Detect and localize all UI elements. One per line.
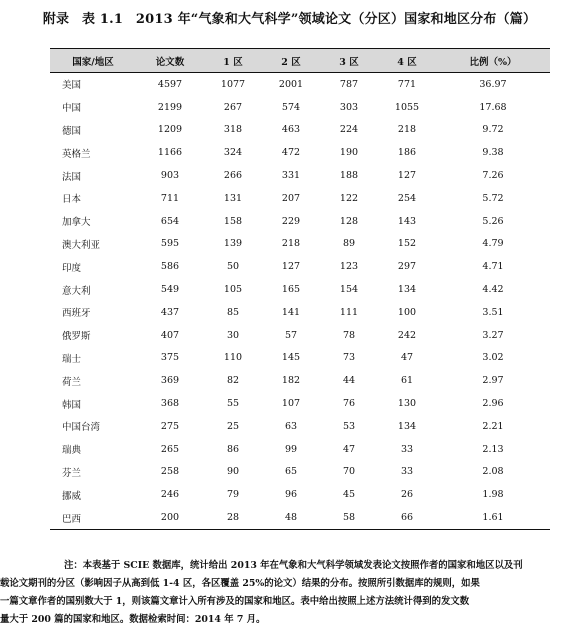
value-cell: 266 xyxy=(223,170,243,182)
value-cell: 787 xyxy=(339,78,359,90)
value-cell: 265 xyxy=(160,443,180,455)
value-cell: 369 xyxy=(160,375,180,387)
value-cell: 407 xyxy=(160,329,180,341)
table-number: 表 1.1 xyxy=(81,12,124,27)
value-cell: 258 xyxy=(160,466,180,478)
table-row xyxy=(50,415,550,438)
value-cell: 1209 xyxy=(157,124,183,136)
value-cell: 2.08 xyxy=(482,466,504,478)
value-cell: 45 xyxy=(342,489,356,501)
appendix-label: 附录 xyxy=(42,12,70,27)
table-row xyxy=(50,278,550,301)
table-row xyxy=(50,73,550,96)
table-row xyxy=(50,141,550,164)
value-cell: 82 xyxy=(226,375,240,387)
table-row xyxy=(50,301,550,324)
value-cell: 123 xyxy=(339,261,359,273)
value-cell: 110 xyxy=(223,352,243,364)
value-cell: 66 xyxy=(378,506,436,529)
value-cell: 134 xyxy=(397,284,417,296)
table-note xyxy=(0,557,574,629)
value-cell: 122 xyxy=(339,192,359,204)
value-cell: 595 xyxy=(160,238,180,250)
value-cell: 1077 xyxy=(220,78,246,90)
value-cell: 7.26 xyxy=(482,170,504,182)
value-cell: 2.97 xyxy=(482,375,504,387)
value-cell: 44 xyxy=(342,375,356,387)
value-cell: 33 xyxy=(400,443,414,455)
value-cell: 50 xyxy=(226,261,240,273)
value-cell: 3.27 xyxy=(482,329,504,341)
column-header: 国家/地区 xyxy=(50,49,136,73)
value-cell: 73 xyxy=(342,352,356,364)
value-cell: 30 xyxy=(226,329,240,341)
value-cell: 4.42 xyxy=(482,284,504,296)
note-line: 载论文期刊的分区（影响因子从高到低 1-4 区，各区覆盖 25%的论文）结果的分布。按照所引数据库的规则，如果 xyxy=(0,578,480,589)
value-cell: 33 xyxy=(400,466,414,478)
column-header: 2 区 xyxy=(262,49,320,73)
value-cell: 186 xyxy=(397,147,417,159)
value-cell: 86 xyxy=(226,443,240,455)
value-cell: 55 xyxy=(226,398,240,410)
value-cell: 2.21 xyxy=(482,420,504,432)
table-row xyxy=(50,164,550,187)
table-row xyxy=(50,461,550,484)
value-cell: 2001 xyxy=(278,78,304,90)
value-cell: 58 xyxy=(320,506,378,529)
value-cell: 207 xyxy=(281,192,301,204)
value-cell: 368 xyxy=(160,398,180,410)
value-cell: 2.96 xyxy=(482,398,504,410)
region-cell: 西班牙 xyxy=(62,308,91,320)
value-cell: 586 xyxy=(160,261,180,273)
table-row xyxy=(50,187,550,210)
value-cell: 218 xyxy=(397,124,417,136)
value-cell: 9.38 xyxy=(482,147,504,159)
value-cell: 85 xyxy=(226,306,240,318)
region-cell: 澳大利亚 xyxy=(62,239,101,251)
value-cell: 190 xyxy=(339,147,359,159)
column-header: 4 区 xyxy=(378,49,436,73)
value-cell: 165 xyxy=(281,284,301,296)
value-cell: 61 xyxy=(400,375,414,387)
note-line: 注：本表基于 SCIE 数据库，统计给出 2013 年在气象和大气科学领域发表论文按照作者的国家和地区以及刊 xyxy=(64,560,523,571)
value-cell: 375 xyxy=(160,352,180,364)
value-cell: 463 xyxy=(281,124,301,136)
value-cell: 70 xyxy=(342,466,356,478)
value-cell: 224 xyxy=(339,124,359,136)
column-header: 3 区 xyxy=(320,49,378,73)
region-cell: 加拿大 xyxy=(62,217,91,229)
region-cell: 法国 xyxy=(62,171,82,183)
value-cell: 3.51 xyxy=(482,306,504,318)
value-cell: 141 xyxy=(281,306,301,318)
value-cell: 65 xyxy=(284,466,298,478)
value-cell: 127 xyxy=(281,261,301,273)
region-cell: 日本 xyxy=(62,194,82,206)
region-cell: 美国 xyxy=(62,80,82,92)
value-cell: 1.61 xyxy=(436,506,550,529)
region-cell: 巴西 xyxy=(50,506,136,529)
value-cell: 4597 xyxy=(157,78,183,90)
table-row xyxy=(50,483,550,506)
value-cell: 654 xyxy=(160,215,180,227)
table-row xyxy=(50,392,550,415)
table-row xyxy=(50,347,550,370)
value-cell: 158 xyxy=(223,215,243,227)
value-cell: 254 xyxy=(397,192,417,204)
region-cell: 中国台湾 xyxy=(62,422,101,434)
value-cell: 139 xyxy=(223,238,243,250)
value-cell: 105 xyxy=(223,284,243,296)
region-cell: 芬兰 xyxy=(62,467,82,479)
value-cell: 76 xyxy=(342,398,356,410)
value-cell: 574 xyxy=(281,101,301,113)
value-cell: 26 xyxy=(400,489,414,501)
value-cell: 275 xyxy=(160,420,180,432)
value-cell: 4.79 xyxy=(482,238,504,250)
value-cell: 25 xyxy=(226,420,240,432)
data-table xyxy=(50,48,550,530)
region-cell: 俄罗斯 xyxy=(62,331,91,343)
value-cell: 48 xyxy=(262,506,320,529)
value-cell: 47 xyxy=(400,352,414,364)
column-header: 1 区 xyxy=(204,49,262,73)
value-cell: 297 xyxy=(397,261,417,273)
value-cell: 303 xyxy=(339,101,359,113)
table-row xyxy=(50,438,550,461)
value-cell: 437 xyxy=(160,306,180,318)
value-cell: 128 xyxy=(339,215,359,227)
table-row xyxy=(50,506,550,529)
value-cell: 218 xyxy=(281,238,301,250)
value-cell: 1166 xyxy=(157,147,183,159)
value-cell: 47 xyxy=(342,443,356,455)
region-cell: 英格兰 xyxy=(62,148,91,160)
value-cell: 79 xyxy=(226,489,240,501)
column-header: 论文数 xyxy=(136,49,204,73)
note-line: 量大于 200 篇的国家和地区。数据检索时间：2014 年 7 月。 xyxy=(0,614,266,625)
value-cell: 324 xyxy=(223,147,243,159)
value-cell: 57 xyxy=(284,329,298,341)
value-cell: 229 xyxy=(281,215,301,227)
region-cell: 韩国 xyxy=(62,399,82,411)
value-cell: 2199 xyxy=(157,101,183,113)
table-row xyxy=(50,210,550,233)
value-cell: 90 xyxy=(226,466,240,478)
value-cell: 242 xyxy=(397,329,417,341)
table-title-text: 2013 年“气象和大气科学”领域论文（分区）国家和地区分布（篇） xyxy=(135,12,537,27)
value-cell: 89 xyxy=(342,238,356,250)
value-cell: 472 xyxy=(281,147,301,159)
value-cell: 53 xyxy=(342,420,356,432)
value-cell: 100 xyxy=(397,306,417,318)
value-cell: 188 xyxy=(339,170,359,182)
value-cell: 331 xyxy=(281,170,301,182)
region-cell: 荷兰 xyxy=(62,376,82,388)
table-row xyxy=(50,255,550,278)
value-cell: 9.72 xyxy=(482,124,504,136)
value-cell: 145 xyxy=(281,352,301,364)
value-cell: 2.13 xyxy=(482,443,504,455)
value-cell: 1.98 xyxy=(482,489,504,501)
value-cell: 3.02 xyxy=(482,352,504,364)
region-cell: 挪威 xyxy=(62,490,82,502)
value-cell: 134 xyxy=(397,420,417,432)
table-row xyxy=(50,324,550,347)
value-cell: 771 xyxy=(397,78,417,90)
region-cell: 中国 xyxy=(62,103,82,115)
value-cell: 78 xyxy=(342,329,356,341)
value-cell: 5.72 xyxy=(482,192,504,204)
column-header: 比例（%） xyxy=(436,49,550,73)
region-cell: 瑞典 xyxy=(62,445,82,457)
table-row xyxy=(50,119,550,142)
table-body xyxy=(50,73,550,530)
value-cell: 131 xyxy=(223,192,243,204)
value-cell: 36.97 xyxy=(479,78,507,90)
value-cell: 127 xyxy=(397,170,417,182)
value-cell: 143 xyxy=(397,215,417,227)
table-row xyxy=(50,369,550,392)
value-cell: 130 xyxy=(397,398,417,410)
value-cell: 182 xyxy=(281,375,301,387)
region-cell: 印度 xyxy=(62,262,82,274)
table-row xyxy=(50,233,550,256)
table-row xyxy=(50,96,550,119)
value-cell: 107 xyxy=(281,398,301,410)
value-cell: 246 xyxy=(160,489,180,501)
region-cell: 瑞士 xyxy=(62,353,82,365)
value-cell: 17.68 xyxy=(479,101,507,113)
value-cell: 318 xyxy=(223,124,243,136)
value-cell: 152 xyxy=(397,238,417,250)
value-cell: 96 xyxy=(284,489,298,501)
region-cell: 德国 xyxy=(62,125,82,137)
table-title xyxy=(0,8,579,27)
region-cell: 意大利 xyxy=(62,285,91,297)
value-cell: 549 xyxy=(160,284,180,296)
value-cell: 903 xyxy=(160,170,180,182)
value-cell: 5.26 xyxy=(482,215,504,227)
value-cell: 200 xyxy=(136,506,204,529)
value-cell: 154 xyxy=(339,284,359,296)
header-row xyxy=(50,49,550,73)
value-cell: 1055 xyxy=(394,101,420,113)
note-line: 一篇文章作者的国别数大于 1，则该篇文章计入所有涉及的国家和地区。表中给出按照上述方法统计得到的发文数 xyxy=(0,596,470,607)
value-cell: 711 xyxy=(160,192,180,204)
value-cell: 28 xyxy=(204,506,262,529)
value-cell: 4.71 xyxy=(482,261,504,273)
value-cell: 111 xyxy=(339,306,359,318)
value-cell: 267 xyxy=(223,101,243,113)
value-cell: 63 xyxy=(284,420,298,432)
value-cell: 99 xyxy=(284,443,298,455)
